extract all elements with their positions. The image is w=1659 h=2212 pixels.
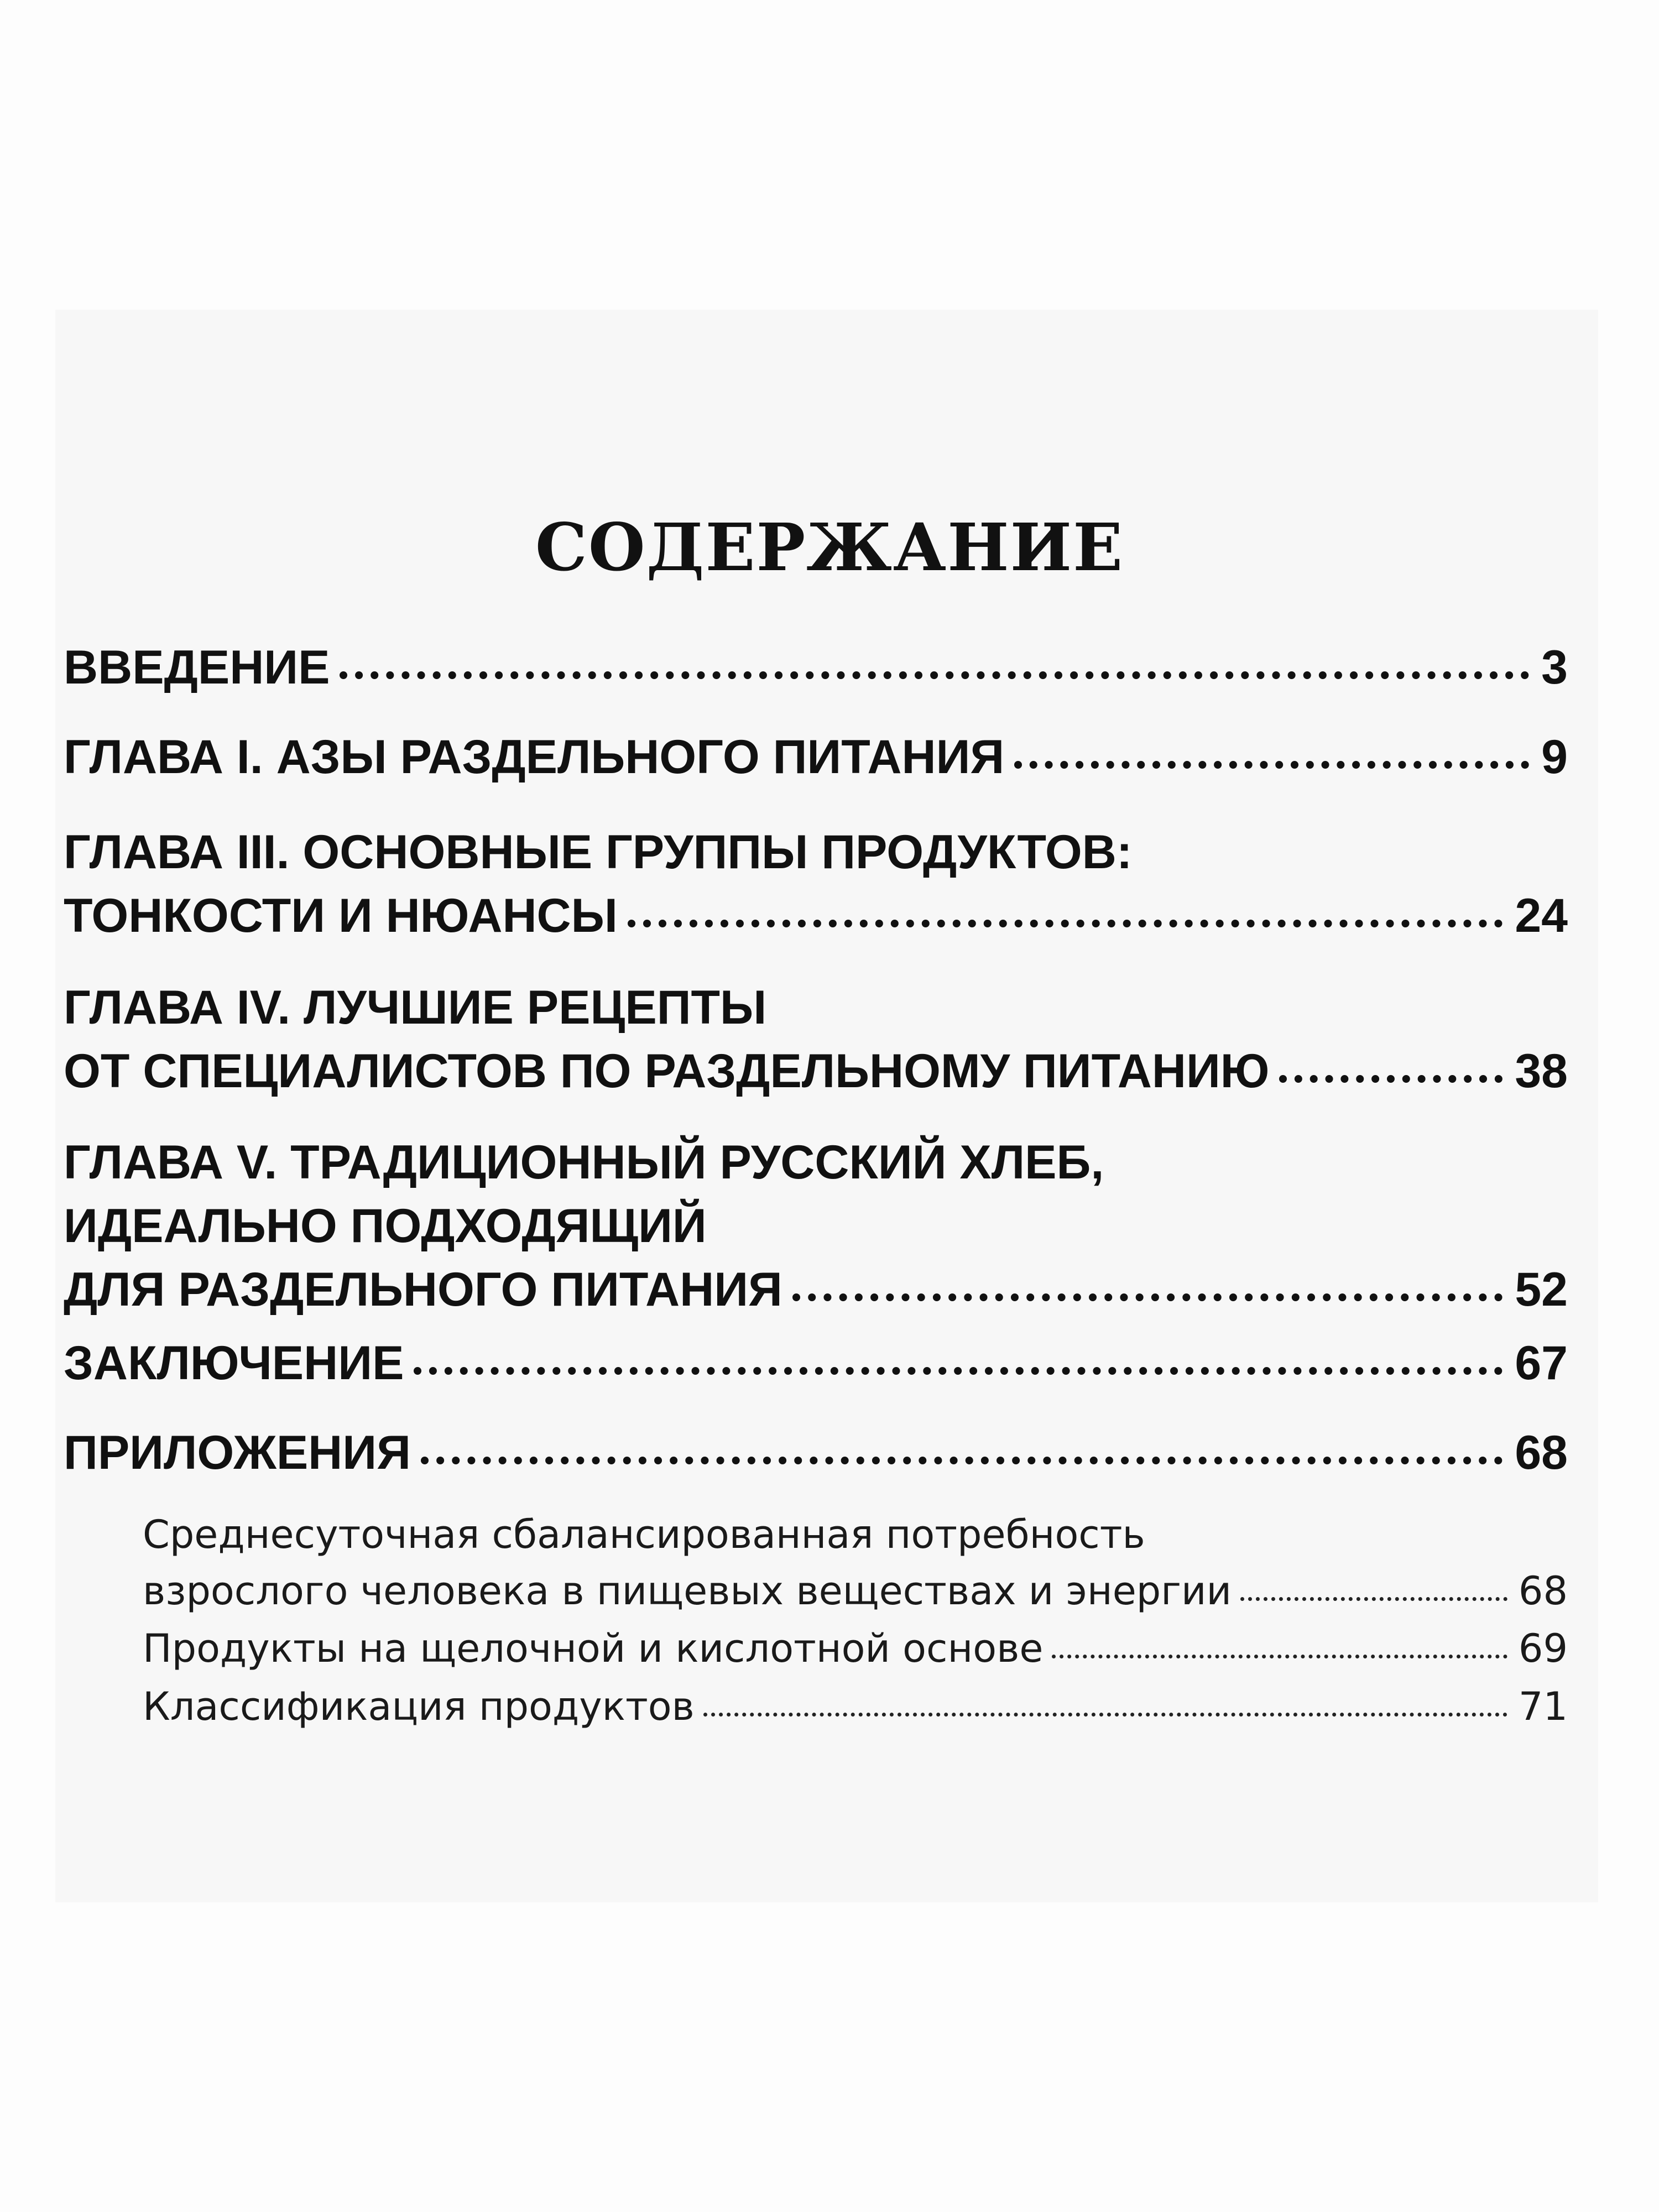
toc-page-number: 52 [1515, 1263, 1568, 1316]
toc-entry-chapter-3[interactable] [64, 821, 1568, 948]
toc-entry-title: ВВЕДЕНИЕ [64, 641, 330, 694]
page-title: СОДЕРЖАНИЕ [535, 509, 1124, 586]
toc-entry-title-line: ТОНКОСТИ И НЮАНСЫ [64, 889, 618, 942]
toc-subentry-title-line: Среднесуточная сбалансированная потребность [143, 1512, 1145, 1557]
toc-entry-title-line: ИДЕАЛЬНО ПОДХОДЯЩИЙ [64, 1199, 707, 1253]
toc-subentry-classification[interactable] [143, 1678, 1568, 1735]
dot-leader [1240, 1597, 1507, 1601]
dot-leader [792, 1293, 1503, 1301]
toc-entry-title-line: ОТ СПЕЦИАЛИСТОВ ПО РАЗДЕЛЬНОМУ ПИТАНИЮ [64, 1045, 1270, 1098]
dot-leader [421, 1457, 1503, 1464]
toc-entry-appendices[interactable] [64, 1421, 1568, 1485]
toc-page-number: 68 [1518, 1568, 1568, 1614]
dot-leader [628, 920, 1503, 927]
dot-leader [703, 1713, 1507, 1717]
toc-page-number: 24 [1515, 889, 1568, 942]
dot-leader [1014, 761, 1529, 769]
toc-page-number: 67 [1515, 1337, 1568, 1390]
toc-entry-chapter-5[interactable] [64, 1131, 1568, 1322]
toc-subentry-title: Продукты на щелочной и кислотной основе [143, 1626, 1044, 1671]
toc-subentry-title: Классификация продуктов [143, 1684, 695, 1729]
toc-entry-title-line: ГЛАВА V. ТРАДИЦИОННЫЙ РУССКИЙ ХЛЕБ, [64, 1136, 1104, 1189]
toc-entry-title-line: ДЛЯ РАЗДЕЛЬНОГО ПИТАНИЯ [64, 1263, 782, 1316]
toc-entry-title-line: ГЛАВА IV. ЛУЧШИЕ РЕЦЕПТЫ [64, 981, 767, 1034]
toc-entry-title: ЗАКЛЮЧЕНИЕ [64, 1337, 404, 1390]
toc-entry-introduction[interactable] [64, 636, 1568, 700]
toc-entry-conclusion[interactable] [64, 1332, 1568, 1395]
toc-page-number: 69 [1518, 1626, 1568, 1671]
toc-page-number: 68 [1515, 1426, 1568, 1479]
toc-subentry-title-line: взрослого человека в пищевых веществах и энергии [143, 1568, 1232, 1614]
dot-leader [340, 671, 1529, 679]
toc-subentry-alkaline-acid[interactable] [143, 1620, 1568, 1677]
dot-leader [1279, 1075, 1503, 1083]
toc-page-number: 71 [1518, 1684, 1568, 1729]
toc-subentry-nutrient-needs[interactable] [143, 1506, 1568, 1619]
toc-entry-title: ПРИЛОЖЕНИЯ [64, 1426, 411, 1479]
toc-entry-title: ГЛАВА I. АЗЫ РАЗДЕЛЬНОГО ПИТАНИЯ [64, 731, 1005, 784]
toc-page-number: 38 [1515, 1045, 1568, 1098]
toc-entry-chapter-4[interactable] [64, 976, 1568, 1103]
toc-entry-title-line: ГЛАВА III. ОСНОВНЫЕ ГРУППЫ ПРОДУКТОВ: [64, 826, 1133, 879]
toc-entry-chapter-1[interactable] [64, 726, 1568, 789]
toc-page-number: 3 [1541, 641, 1568, 694]
toc-page-number: 9 [1541, 731, 1568, 784]
dot-leader [414, 1367, 1503, 1375]
dot-leader [1052, 1655, 1507, 1658]
